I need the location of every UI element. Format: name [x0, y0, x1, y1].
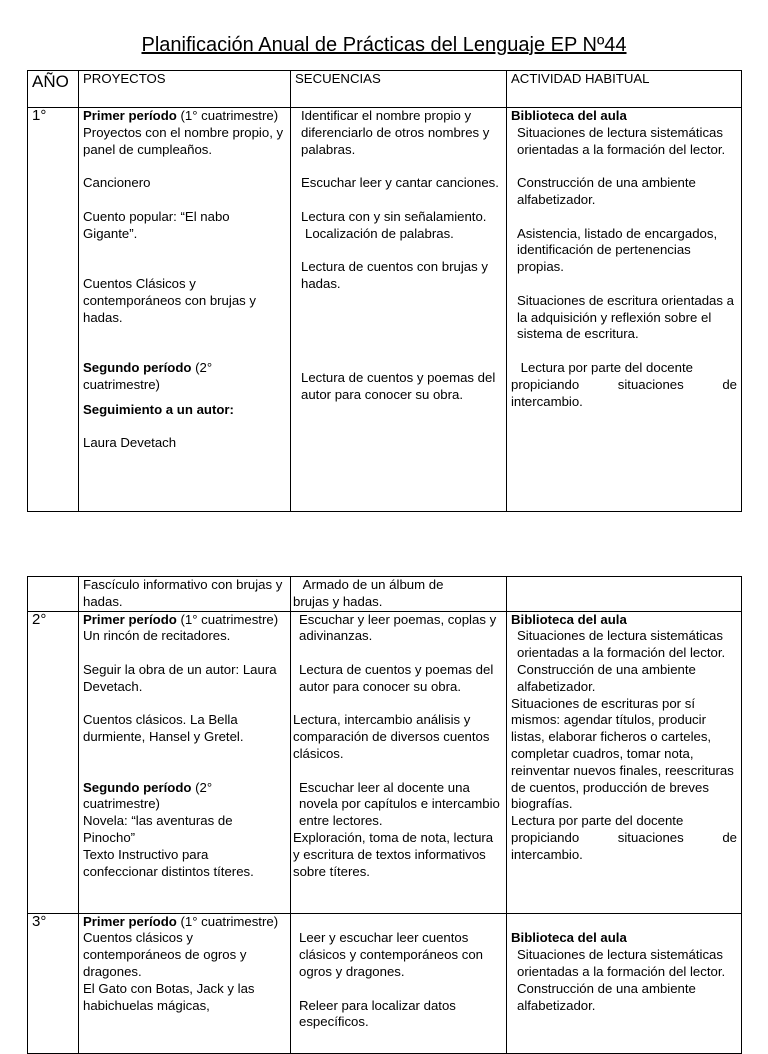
- year-label: [28, 577, 79, 612]
- actividad-cell: [507, 108, 742, 512]
- period-detail: (1° cuatrimestre): [176, 108, 279, 123]
- proyecto-item: Un rincón de recitadores.: [83, 628, 231, 644]
- proyecto-item: Fascículo informativo con brujas y hadas.: [83, 577, 287, 609]
- actividad-item: Situaciones de lectura sistemáticas orientadas a la formación del lector.: [517, 124, 726, 157]
- period-detail: (2° cuatrimestre): [83, 359, 216, 392]
- year-label: 3°: [28, 913, 79, 1053]
- secuencia-item: Releer para localizar datos específicos.: [299, 997, 456, 1030]
- secuencia-item: Armado de un álbum de: [299, 577, 444, 592]
- header-anio: AÑO: [28, 71, 79, 108]
- actividad-item: propiciando situaciones de: [511, 829, 737, 845]
- actividad-item: Asistencia, listado de encargados, identificación de pertenencias propias.: [517, 225, 718, 275]
- period-detail: (1° cuatrimestre): [176, 913, 279, 929]
- period-label: Segundo período: [83, 359, 192, 375]
- actividad-item: intercambio.: [511, 393, 583, 409]
- actividad-item: intercambio.: [511, 846, 583, 862]
- secuencia-item: Exploración, toma de nota, lectura y escritura de textos informativos sobre títeres.: [293, 829, 497, 879]
- period-label: Primer período: [83, 108, 177, 123]
- secuencia-item: Localización de palabras.: [305, 225, 454, 241]
- proyecto-item: El Gato con Botas, Jack y las habichuelas mágicas,: [83, 980, 259, 1013]
- continuation-row: [28, 577, 742, 612]
- actividad-item: Situaciones de lectura sistemáticas orientadas a la formación del lector.: [517, 628, 726, 661]
- period-detail: (2° cuatrimestre): [83, 779, 216, 812]
- secuencias-cell: [291, 108, 507, 512]
- actividad-cell: [507, 611, 742, 913]
- secuencia-item: brujas y hadas.: [293, 593, 383, 609]
- actividad-item: Situaciones de escritura orientadas a la adquisición y reflexión sobre el sistema de escritura.: [517, 292, 734, 342]
- year-row-2: [28, 611, 742, 913]
- secuencia-item: Leer y escuchar leer cuentos clásicos y contemporáneos con ogros y dragones.: [299, 930, 483, 979]
- page-title: Planificación Anual de Prácticas del Lenguaje EP Nº44: [141, 34, 627, 56]
- actividad-item: Construcción de una ambiente alfabetizador.: [517, 661, 696, 694]
- actividad-item: Lectura por parte del docente: [517, 359, 693, 375]
- secuencia-item: Lectura de cuentos y poemas del autor para conocer su obra.: [301, 369, 496, 402]
- plan-table-2: [27, 576, 742, 1054]
- proyectos-cell: [79, 108, 291, 512]
- header-actividad: ACTIVIDAD HABITUAL: [507, 71, 742, 108]
- secuencia-item: Lectura con y sin señalamiento.: [301, 208, 487, 224]
- proyectos-cell: [79, 913, 291, 1053]
- secuencia-item: Lectura, intercambio análisis y comparación de diversos cuentos clásicos.: [293, 712, 494, 761]
- period-label: Primer período: [83, 913, 177, 929]
- seguimiento-label: Seguimiento a un autor:: [83, 401, 234, 417]
- year-label: 2°: [28, 611, 79, 913]
- actividad-item: Construcción de una ambiente alfabetizador.: [517, 175, 696, 207]
- actividad-item: propiciando situaciones de: [511, 376, 737, 392]
- secuencia-item: Identificar el nombre propio y diferenciarlo de otros nombres y palabras.: [301, 108, 490, 157]
- actividad-item: Situaciones de escrituras por sí mismos: agendar títulos, producir listas, elaborar ficheros o carteles, completar cuadros, tomar nota, reinventar nuevos finales, reescrituras de cuentos, producción de breves biografías.: [511, 695, 738, 812]
- header-proyectos: PROYECTOS: [79, 71, 291, 108]
- proyectos-cell: [79, 577, 291, 612]
- secuencia-item: Lectura de cuentos y poemas del autor para conocer su obra.: [299, 661, 494, 694]
- proyecto-item: Novela: “las aventuras de Pinocho”: [83, 813, 237, 845]
- period-detail: (1° cuatrimestre): [176, 611, 279, 627]
- secuencia-item: Escuchar y leer poemas, coplas y adivinanzas.: [299, 611, 497, 644]
- biblioteca-label: Biblioteca del aula: [511, 930, 627, 946]
- proyecto-item: Cuentos clásicos. La Bella durmiente, Hansel y Gretel.: [83, 712, 244, 745]
- proyecto-item: Cancionero: [83, 175, 151, 191]
- actividad-cell: [507, 577, 742, 612]
- proyecto-item: Texto Instructivo para confeccionar distintos títeres.: [83, 846, 254, 879]
- actividad-item: Lectura por parte del docente: [511, 813, 684, 829]
- secuencia-item: Escuchar leer al docente una novela por capítulos e intercambio entre lectores.: [299, 779, 500, 829]
- secuencia-item: Lectura de cuentos con brujas y hadas.: [301, 259, 488, 291]
- actividad-cell: [507, 913, 742, 1053]
- proyecto-item: Seguir la obra de un autor: Laura Devetach.: [83, 661, 281, 694]
- proyectos-cell: [79, 611, 291, 913]
- autor-name: Laura Devetach: [83, 435, 177, 451]
- proyecto-item: Cuentos clásicos y contemporáneos de ogros y dragones.: [83, 930, 251, 979]
- header-secuencias: SECUENCIAS: [291, 71, 507, 108]
- year-row-1: [28, 108, 742, 512]
- plan-table-1: [27, 70, 742, 512]
- year-row-3: [28, 913, 742, 1053]
- proyecto-item: Cuento popular: “El nabo Gigante”.: [83, 208, 234, 241]
- actividad-item: Situaciones de lectura sistemáticas orientadas a la formación del lector.: [517, 947, 726, 979]
- period-label: Primer período: [83, 611, 177, 627]
- proyecto-item: Cuentos Clásicos y contemporáneos con brujas y hadas.: [83, 275, 260, 325]
- secuencias-cell: [291, 913, 507, 1053]
- header-row: [28, 71, 742, 108]
- proyecto-item: Proyectos con el nombre propio, y panel de cumpleaños.: [83, 124, 287, 157]
- secuencias-cell: [291, 577, 507, 612]
- biblioteca-label: Biblioteca del aula: [511, 108, 627, 123]
- secuencias-cell: [291, 611, 507, 913]
- year-label: 1°: [28, 108, 79, 512]
- period-label: Segundo período: [83, 779, 192, 795]
- biblioteca-label: Biblioteca del aula: [511, 611, 627, 627]
- secuencia-item: Escuchar leer y cantar canciones.: [301, 175, 499, 191]
- actividad-item: Construcción de una ambiente alfabetizador.: [517, 980, 696, 1013]
